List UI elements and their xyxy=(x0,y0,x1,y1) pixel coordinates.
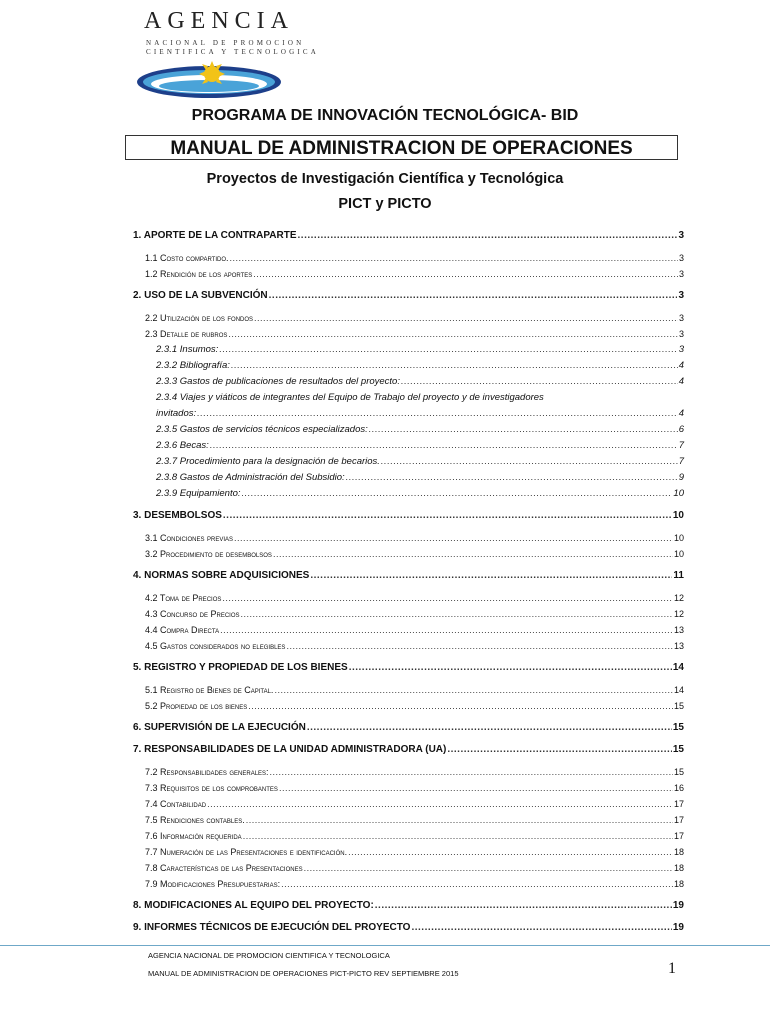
toc-entry-label: 2.3.6 Becas: xyxy=(156,440,209,451)
toc-leader xyxy=(269,288,678,304)
toc-entry[interactable] xyxy=(133,374,684,390)
toc-entry-label: 3.1 Condiciones previas xyxy=(145,533,234,543)
toc-entry[interactable] xyxy=(133,406,684,422)
toc-entry-label: 9. INFORMES TÉCNICOS DE EJECUCIÓN DEL PROYECTO xyxy=(133,922,411,933)
table-of-contents xyxy=(133,222,684,942)
toc-leader xyxy=(220,622,673,638)
toc-leader xyxy=(304,860,673,876)
toc-page-number: 17 xyxy=(673,815,684,825)
toc-entry[interactable] xyxy=(133,606,684,622)
projects-subtitle: Proyectos de Investigación Científica y Tecnológica xyxy=(206,171,564,187)
toc-section-entry[interactable] xyxy=(133,898,684,914)
toc-page-number: 7 xyxy=(678,456,684,467)
toc-entry-label: 5. REGISTRO Y PROPIEDAD DE LOS BIENES xyxy=(133,662,348,673)
toc-page-number: 18 xyxy=(673,879,684,889)
toc-page-number: 3 xyxy=(678,269,684,279)
toc-entry-label: 7.6 Información requerida xyxy=(145,831,242,841)
toc-leader xyxy=(222,590,673,606)
toc-leader xyxy=(207,796,673,812)
toc-entry-label: 5.2 Propiedad de los bienes xyxy=(145,701,248,711)
toc-entry[interactable] xyxy=(133,342,684,358)
toc-entry-label: 2.3.8 Gastos de Administración del Subsidio: xyxy=(156,472,345,483)
toc-leader xyxy=(210,438,678,454)
toc-leader xyxy=(234,530,673,546)
toc-entry-label: 2.3 Detalle de rubros xyxy=(145,329,228,339)
toc-entry-label: 7.3 Requisitos de los comprobantes xyxy=(145,783,278,793)
toc-leader xyxy=(219,342,677,358)
toc-entry[interactable] xyxy=(133,638,684,654)
toc-entry[interactable] xyxy=(133,358,684,374)
toc-entry-label: 7. RESPONSABILIDADES DE LA UNIDAD ADMINISTRADORA (UA) xyxy=(133,744,447,755)
toc-entry-label: 7.5 Rendiciones contables. xyxy=(145,815,245,825)
agency-logo xyxy=(130,8,319,98)
toc-page-number: 12 xyxy=(673,593,684,603)
toc-leader xyxy=(231,358,678,374)
toc-page-number: 10 xyxy=(673,488,684,499)
toc-entry-label: 1.2 Rendición de los aportes xyxy=(145,269,253,279)
toc-leader xyxy=(381,454,678,470)
toc-entry[interactable] xyxy=(133,622,684,638)
toc-section-entry[interactable] xyxy=(133,228,684,244)
toc-entry[interactable] xyxy=(133,682,684,698)
toc-leader xyxy=(349,660,672,676)
toc-entry-label: 3. DESEMBOLSOS xyxy=(133,510,222,521)
toc-leader xyxy=(242,486,673,502)
logo-subtitle-2: CIENTIFICA Y TECNOLOGICA xyxy=(146,48,319,56)
toc-page-number: 17 xyxy=(673,831,684,841)
toc-entry-label: 7.9 Modificaciones Presupuestarias: xyxy=(145,879,281,889)
toc-page-number: 3 xyxy=(678,329,684,339)
toc-page-number: 9 xyxy=(678,472,684,483)
toc-entry-label: 3.2 Procedimiento de desembolsos xyxy=(145,549,272,559)
toc-entry-label: 8. MODIFICACIONES AL EQUIPO DEL PROYECTO: xyxy=(133,900,374,911)
toc-section-entry[interactable] xyxy=(133,720,684,736)
program-title: PROGRAMA DE INNOVACIÓN TECNOLÓGICA- BID xyxy=(191,107,579,124)
page-number: 1 xyxy=(668,960,676,977)
toc-page-number: 12 xyxy=(673,609,684,619)
toc-entry[interactable] xyxy=(133,876,684,892)
toc-section-entry[interactable] xyxy=(133,742,684,758)
footer-rule xyxy=(0,945,770,946)
toc-entry-label: 2.3.4 Viajes y viáticos de integrantes del Equipo de Trabajo del proyecto y de investigadores xyxy=(156,392,544,403)
toc-page-number: 4 xyxy=(678,360,684,371)
toc-entry-label: 4. NORMAS SOBRE ADQUISICIONES xyxy=(133,570,310,581)
logo-wordmark: AGENCIA xyxy=(144,8,294,34)
toc-entry-label: 4.5 Gastos considerados no elegibles xyxy=(145,641,286,651)
toc-entry[interactable] xyxy=(133,266,684,282)
toc-leader xyxy=(401,374,678,390)
toc-leader xyxy=(369,422,678,438)
toc-page-number: 3 xyxy=(678,344,684,355)
toc-leader xyxy=(243,828,673,844)
footer-manual: MANUAL DE ADMINISTRACION DE OPERACIONES PICT-PICTO REV SEPTIEMBRE 2015 xyxy=(148,969,459,978)
toc-entry[interactable] xyxy=(133,844,684,860)
toc-entry[interactable] xyxy=(133,438,684,454)
toc-entry-label: 7.4 Contabilidad xyxy=(145,799,207,809)
toc-page-number: 7 xyxy=(678,440,684,451)
toc-section-entry[interactable] xyxy=(133,508,684,524)
toc-entry-label: 7.2 Responsabilidades generales: xyxy=(145,767,269,777)
manual-title: MANUAL DE ADMINISTRACION DE OPERACIONES xyxy=(125,135,678,160)
toc-page-number: 3 xyxy=(678,253,684,263)
toc-entry-label: 1. APORTE DE LA CONTRAPARTE xyxy=(133,230,297,241)
toc-entry[interactable] xyxy=(133,812,684,828)
footer-agency: AGENCIA NACIONAL DE PROMOCION CIENTIFICA Y TECNOLOGICA xyxy=(148,951,390,960)
toc-page-number: 18 xyxy=(673,847,684,857)
toc-leader xyxy=(286,638,673,654)
toc-leader xyxy=(253,266,678,282)
toc-leader xyxy=(273,546,673,562)
toc-entry[interactable] xyxy=(133,590,684,606)
toc-page-number: 11 xyxy=(673,570,684,581)
toc-entry-label: 4.2 Toma de Precios xyxy=(145,593,222,603)
toc-page-number: 13 xyxy=(673,641,684,651)
sun-emblem-icon xyxy=(134,60,284,100)
toc-entry-label: 5.1 Registro de Bienes de Capital. xyxy=(145,685,274,695)
toc-leader xyxy=(246,812,673,828)
toc-page-number: 15 xyxy=(672,722,684,733)
toc-page-number: 4 xyxy=(678,376,684,387)
toc-entry-label: 2.3.5 Gastos de servicios técnicos especializados: xyxy=(156,424,368,435)
toc-entry[interactable] xyxy=(133,422,684,438)
toc-section-entry[interactable] xyxy=(133,568,684,584)
toc-entry[interactable] xyxy=(133,796,684,812)
toc-leader xyxy=(248,698,673,714)
toc-page-number: 17 xyxy=(673,799,684,809)
toc-page-number: 19 xyxy=(672,900,684,911)
toc-entry-label: 6. SUPERVISIÓN DE LA EJECUCIÓN xyxy=(133,722,306,733)
toc-page-number: 4 xyxy=(678,408,684,419)
toc-entry-label: 7.7 Numeración de las Presentaciones e identificación. xyxy=(145,847,348,857)
toc-page-number: 3 xyxy=(678,290,684,301)
toc-leader xyxy=(254,310,678,326)
toc-entry-label: 2.3.1 Insumos: xyxy=(156,344,219,355)
toc-entry-label: 1.1 Costo compartido. xyxy=(145,253,229,263)
toc-entry[interactable] xyxy=(133,546,684,562)
toc-leader xyxy=(310,568,672,584)
toc-page-number: 13 xyxy=(673,625,684,635)
toc-leader xyxy=(274,682,673,698)
toc-page-number: 16 xyxy=(673,783,684,793)
toc-leader xyxy=(279,780,673,796)
toc-entry[interactable] xyxy=(133,764,684,780)
toc-entry[interactable] xyxy=(133,310,684,326)
toc-leader xyxy=(281,876,673,892)
toc-entry[interactable] xyxy=(133,780,684,796)
toc-page-number: 14 xyxy=(673,685,684,695)
toc-page-number: 15 xyxy=(672,744,684,755)
toc-leader xyxy=(241,606,673,622)
toc-entry-label: 4.4 Compra Directa xyxy=(145,625,220,635)
toc-leader xyxy=(197,406,678,422)
toc-entry[interactable] xyxy=(133,698,684,714)
toc-page-number: 18 xyxy=(673,863,684,873)
toc-page-number: 10 xyxy=(672,510,684,521)
toc-entry-label: 2.3.3 Gastos de publicaciones de resultados del proyecto: xyxy=(156,376,400,387)
toc-entry[interactable] xyxy=(133,486,684,502)
toc-entry-label: 2.3.9 Equipamiento: xyxy=(156,488,241,499)
toc-entry[interactable] xyxy=(133,530,684,546)
toc-section-entry[interactable] xyxy=(133,920,684,936)
toc-page-number: 10 xyxy=(673,549,684,559)
toc-leader xyxy=(348,844,673,860)
toc-leader xyxy=(230,250,678,266)
toc-page-number: 3 xyxy=(678,230,684,241)
pict-subtitle: PICT y PICTO xyxy=(338,196,432,212)
toc-page-number: 19 xyxy=(672,922,684,933)
toc-leader xyxy=(346,470,678,486)
toc-page-number: 10 xyxy=(673,533,684,543)
toc-entry[interactable] xyxy=(133,828,684,844)
toc-entry-label: 2.2 Utilización de los fondos xyxy=(145,313,254,323)
toc-page-number: 14 xyxy=(672,662,684,673)
toc-leader xyxy=(375,898,672,914)
toc-leader xyxy=(223,508,672,524)
toc-entry-label: invitados: xyxy=(156,408,197,419)
toc-leader xyxy=(447,742,672,758)
toc-entry[interactable] xyxy=(133,326,684,342)
toc-leader xyxy=(298,228,678,244)
toc-entry-label: 2.3.7 Procedimiento para la designación de becarios. xyxy=(156,456,380,467)
toc-entry[interactable] xyxy=(133,250,684,266)
toc-leader xyxy=(228,326,678,342)
toc-page-number: 6 xyxy=(678,424,684,435)
toc-leader xyxy=(307,720,672,736)
toc-page-number: 3 xyxy=(678,313,684,323)
toc-entry[interactable] xyxy=(133,470,684,486)
toc-entry[interactable] xyxy=(133,860,684,876)
toc-entry-label: 7.8 Características de las Presentaciones xyxy=(145,863,303,873)
toc-entry[interactable] xyxy=(133,454,684,470)
logo-subtitle-1: NACIONAL DE PROMOCION xyxy=(146,39,305,47)
toc-section-entry[interactable] xyxy=(133,660,684,676)
toc-page-number: 15 xyxy=(673,767,684,777)
toc-leader xyxy=(411,920,671,936)
toc-section-entry[interactable] xyxy=(133,288,684,304)
toc-page-number: 15 xyxy=(673,701,684,711)
toc-entry-label: 2.3.2 Bibliografía: xyxy=(156,360,230,371)
toc-entry-label: 4.3 Concurso de Precios xyxy=(145,609,240,619)
toc-leader xyxy=(270,764,673,780)
toc-entry-label: 2. USO DE LA SUBVENCIÓN xyxy=(133,290,268,301)
